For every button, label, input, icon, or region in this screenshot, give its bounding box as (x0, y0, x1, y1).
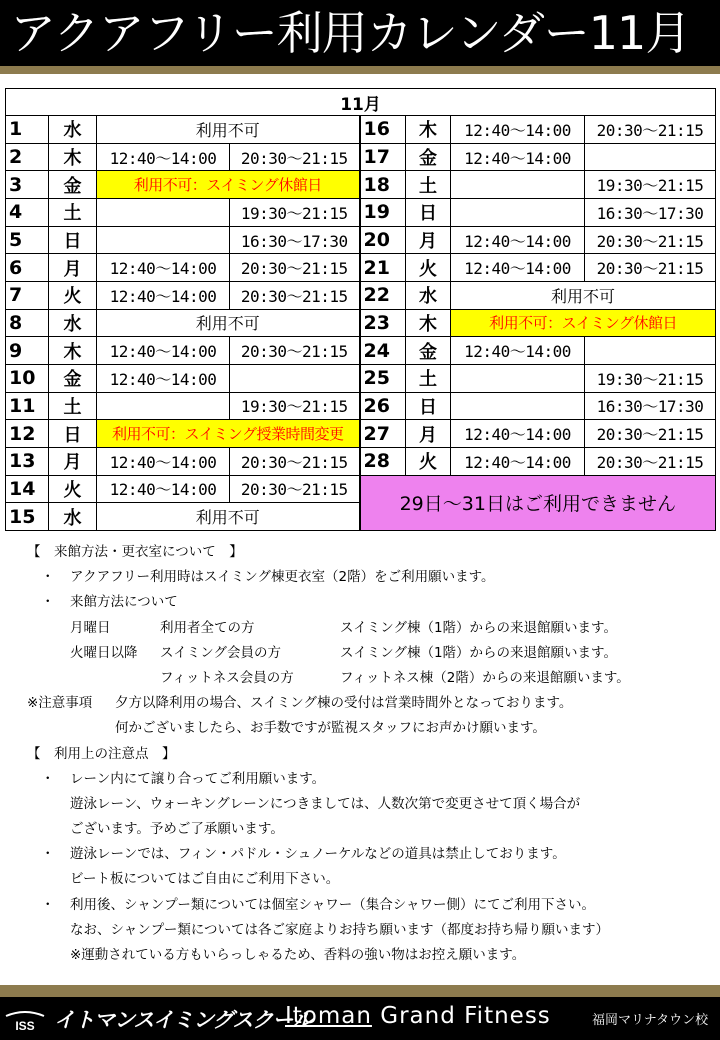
calendar-day-number: 15 (6, 503, 49, 531)
calendar-day-number: 27 (360, 420, 406, 448)
note-text: 夕方以降利用の場合、スイミング棟の受付は営業時間外となっております。 (115, 695, 573, 712)
calendar-row (6, 447, 716, 475)
calendar-day-number: 10 (6, 364, 49, 392)
calendar-time-slot-2: 20:30～21:15 (230, 475, 360, 503)
calendar-time-slot-2: 20:30～21:15 (230, 254, 360, 282)
calendar-closed-highlight: 利用不可：スイミング休館日 (97, 171, 360, 199)
brand-english-grand-fitness: Grand Fitness (380, 1003, 551, 1029)
calendar-time-slot-1: 12:40～14:00 (451, 447, 585, 475)
calendar-day-number: 11 (6, 392, 49, 420)
calendar-weekday: 月 (406, 420, 451, 448)
calendar-weekday: 金 (406, 337, 451, 365)
access-day: 火曜日以降 (70, 644, 138, 661)
calendar-time-slot-2: 16:30～17:30 (585, 199, 716, 227)
calendar-end-note: 29日～31日はご利用できません (360, 475, 716, 530)
calendar-day-number: 20 (360, 226, 406, 254)
bullet: ・ (41, 594, 55, 611)
calendar-time-slot-2: 20:30～21:15 (230, 282, 360, 310)
calendar-weekday: 水 (49, 116, 97, 144)
calendar-time-slot-2: 19:30～21:15 (585, 364, 716, 392)
calendar-day-number: 18 (360, 171, 406, 199)
calendar-row (6, 364, 716, 392)
calendar-day-number: 5 (6, 226, 49, 254)
calendar-time-slot-2: 19:30～21:15 (585, 171, 716, 199)
calendar-time-slot-2 (585, 143, 716, 171)
calendar-weekday: 火 (406, 447, 451, 475)
calendar-time-slot-2: 19:30～21:15 (230, 199, 360, 227)
calendar-time-slot-1 (451, 199, 585, 227)
calendar-weekday: 木 (406, 116, 451, 144)
calendar-time-slot-2: 20:30～21:15 (585, 447, 716, 475)
calendar-time-slot-2 (230, 364, 360, 392)
calendar-day-number: 23 (360, 309, 406, 337)
brand-english-itoman: Itoman (285, 1003, 372, 1029)
calendar-row (6, 199, 716, 227)
logo-text: ISS (15, 1019, 35, 1033)
calendar-row (6, 171, 716, 199)
calendar-weekday: 水 (49, 309, 97, 337)
calendar-unavailable: 利用不可 (97, 503, 360, 531)
calendar-time-slot-1: 12:40～14:00 (97, 254, 230, 282)
access-route: フィットネス棟（2階）からの来退館願います。 (340, 669, 630, 686)
access-day: 月曜日 (70, 619, 111, 636)
calendar-time-slot-2: 20:30～21:15 (230, 337, 360, 365)
calendar-weekday: 土 (49, 392, 97, 420)
note-text: レーン内にて譲り合ってご利用願います。 (70, 770, 326, 787)
calendar-day-number: 26 (360, 392, 406, 420)
calendar-weekday: 金 (406, 143, 451, 171)
header-accent-bar (0, 66, 720, 74)
calendar-weekday: 水 (406, 282, 451, 310)
bullet: ・ (41, 770, 55, 787)
brand-english (285, 1003, 551, 1029)
calendar-time-slot-1 (451, 364, 585, 392)
calendar-time-slot-2: 20:30～21:15 (585, 116, 716, 144)
calendar-day-number: 21 (360, 254, 406, 282)
bullet: ・ (41, 569, 55, 586)
calendar-unavailable: 利用不可 (97, 116, 360, 144)
calendar-weekday: 日 (406, 199, 451, 227)
calendar-row (6, 420, 716, 448)
note-text: 来館方法について (70, 594, 178, 611)
page-title: アクアフリー利用カレンダー11月 (0, 0, 720, 66)
calendar-unavailable: 利用不可 (97, 309, 360, 337)
calendar-time-slot-1: 12:40～14:00 (451, 116, 585, 144)
calendar-day-number: 7 (6, 282, 49, 310)
calendar-weekday: 日 (49, 226, 97, 254)
calendar-day-number: 3 (6, 171, 49, 199)
calendar-weekday: 火 (49, 282, 97, 310)
calendar-time-slot-1: 12:40～14:00 (451, 420, 585, 448)
calendar-time-slot-2: 20:30～21:15 (585, 420, 716, 448)
calendar-day-number: 25 (360, 364, 406, 392)
calendar-weekday: 日 (49, 420, 97, 448)
calendar-day-number: 4 (6, 199, 49, 227)
calendar-day-number: 1 (6, 116, 49, 144)
calendar-time-slot-1: 12:40～14:00 (97, 143, 230, 171)
calendar-time-slot-1: 12:40～14:00 (451, 143, 585, 171)
access-member: スイミング会員の方 (160, 644, 281, 661)
access-route: スイミング棟（1階）からの来退館願います。 (340, 644, 617, 661)
calendar-weekday: 金 (49, 364, 97, 392)
footer (0, 997, 720, 1040)
note-text: ※運動されている方もいらっしゃるため、香料の強い物はお控え願います。 (70, 947, 526, 963)
bullet: ・ (41, 846, 55, 863)
calendar-closed-highlight: 利用不可：スイミング授業時間変更 (97, 420, 360, 448)
calendar-row (6, 337, 716, 365)
calendar-time-slot-1: 12:40～14:00 (451, 254, 585, 282)
bullet: ・ (41, 896, 55, 913)
calendar-weekday: 土 (406, 171, 451, 199)
calendar-time-slot-1: 12:40～14:00 (451, 226, 585, 254)
calendar-unavailable: 利用不可 (451, 282, 716, 310)
calendar-day-number: 22 (360, 282, 406, 310)
calendar-time-slot-1: 12:40～14:00 (97, 282, 230, 310)
calendar-row (6, 309, 716, 337)
school-logo (4, 1011, 46, 1033)
calendar-weekday: 木 (49, 337, 97, 365)
note-text: ございます。予めご了承願います。 (70, 821, 284, 838)
calendar-weekday: 土 (49, 199, 97, 227)
access-member: フィットネス会員の方 (160, 669, 294, 686)
footer-accent-bar (0, 985, 720, 997)
note-text: アクアフリー利用時はスイミング棟更衣室（2階）をご利用願います。 (70, 569, 495, 586)
calendar-time-slot-1 (97, 199, 230, 227)
note-text: 利用後、シャンプー類については個室シャワー（集合シャワー側）にてご利用下さい。 (70, 896, 596, 913)
branch-name: 福岡マリナタウン校 (592, 1013, 709, 1028)
calendar-day-number: 17 (360, 143, 406, 171)
calendar-time-slot-2: 16:30～17:30 (230, 226, 360, 254)
calendar-time-slot-2: 19:30～21:15 (230, 392, 360, 420)
calendar-weekday: 水 (49, 503, 97, 531)
calendar-day-number: 6 (6, 254, 49, 282)
calendar-day-number: 12 (6, 420, 49, 448)
calendar-row (6, 254, 716, 282)
calendar-time-slot-2: 16:30～17:30 (585, 392, 716, 420)
calendar-weekday: 木 (406, 309, 451, 337)
calendar-weekday: 金 (49, 171, 97, 199)
calendar-time-slot-2: 20:30～21:15 (585, 254, 716, 282)
calendar-day-number: 19 (360, 199, 406, 227)
calendar-day-number: 28 (360, 447, 406, 475)
calendar-time-slot-2: 20:30～21:15 (230, 143, 360, 171)
calendar-day-number: 24 (360, 337, 406, 365)
calendar-time-slot-1: 12:40～14:00 (451, 337, 585, 365)
calendar-weekday: 火 (49, 475, 97, 503)
note-text: 何かございましたら、お手数ですが監視スタッフにお声かけ願います。 (115, 720, 546, 737)
access-route: スイミング棟（1階）からの来退館願います。 (340, 619, 617, 636)
note-text: 遊泳レーンでは、フィン・パドル・シュノーケルなどの道具は禁止しております。 (70, 846, 566, 863)
calendar-day-number: 2 (6, 143, 49, 171)
calendar-time-slot-1: 12:40～14:00 (97, 337, 230, 365)
calendar-weekday: 月 (406, 226, 451, 254)
calendar-weekday: 土 (406, 364, 451, 392)
calendar-table (5, 88, 716, 531)
calendar-row (6, 282, 716, 310)
calendar-time-slot-2: 20:30～21:15 (585, 226, 716, 254)
calendar-weekday: 月 (49, 254, 97, 282)
note-text: 遊泳レーン、ウォーキングレーンにつきましては、人数次第で変更させて頂く場合が (70, 795, 581, 812)
calendar-weekday: 日 (406, 392, 451, 420)
calendar-weekday: 木 (49, 143, 97, 171)
calendar-month-heading: 11月 (6, 89, 716, 116)
calendar-day-number: 14 (6, 475, 49, 503)
calendar-time-slot-1: 12:40～14:00 (97, 364, 230, 392)
calendar-row (6, 116, 716, 144)
calendar-day-number: 16 (360, 116, 406, 144)
calendar-weekday: 月 (49, 447, 97, 475)
calendar-time-slot-1: 12:40～14:00 (97, 475, 230, 503)
calendar-time-slot-1 (97, 392, 230, 420)
calendar-row (6, 226, 716, 254)
calendar-time-slot-2 (585, 337, 716, 365)
calendar-time-slot-1: 12:40～14:00 (97, 447, 230, 475)
calendar-day-number: 13 (6, 447, 49, 475)
caution-label: ※注意事項 (27, 695, 93, 712)
calendar-time-slot-1 (97, 226, 230, 254)
calendar-row (6, 475, 716, 503)
calendar-closed-highlight: 利用不可：スイミング休館日 (451, 309, 716, 337)
section-heading: 【 来館方法・更衣室について 】 (27, 544, 243, 560)
section-heading: 【 利用上の注意点 】 (27, 745, 176, 762)
calendar-day-number: 9 (6, 337, 49, 365)
brand-japanese: イトマンスイミングスクール (54, 1008, 312, 1032)
access-member: 利用者全ての方 (160, 619, 255, 636)
calendar-row (6, 143, 716, 171)
calendar-weekday: 火 (406, 254, 451, 282)
note-text: ビート板についてはご自由にご利用下さい。 (70, 871, 340, 888)
note-text: なお、シャンプー類については各ご家庭よりお持ち願います（都度お持ち帰り願います） (70, 921, 610, 938)
notes-section (0, 540, 720, 968)
calendar-time-slot-1 (451, 392, 585, 420)
calendar-time-slot-2: 20:30～21:15 (230, 447, 360, 475)
calendar-row (6, 392, 716, 420)
calendar-time-slot-1 (451, 171, 585, 199)
calendar-day-number: 8 (6, 309, 49, 337)
